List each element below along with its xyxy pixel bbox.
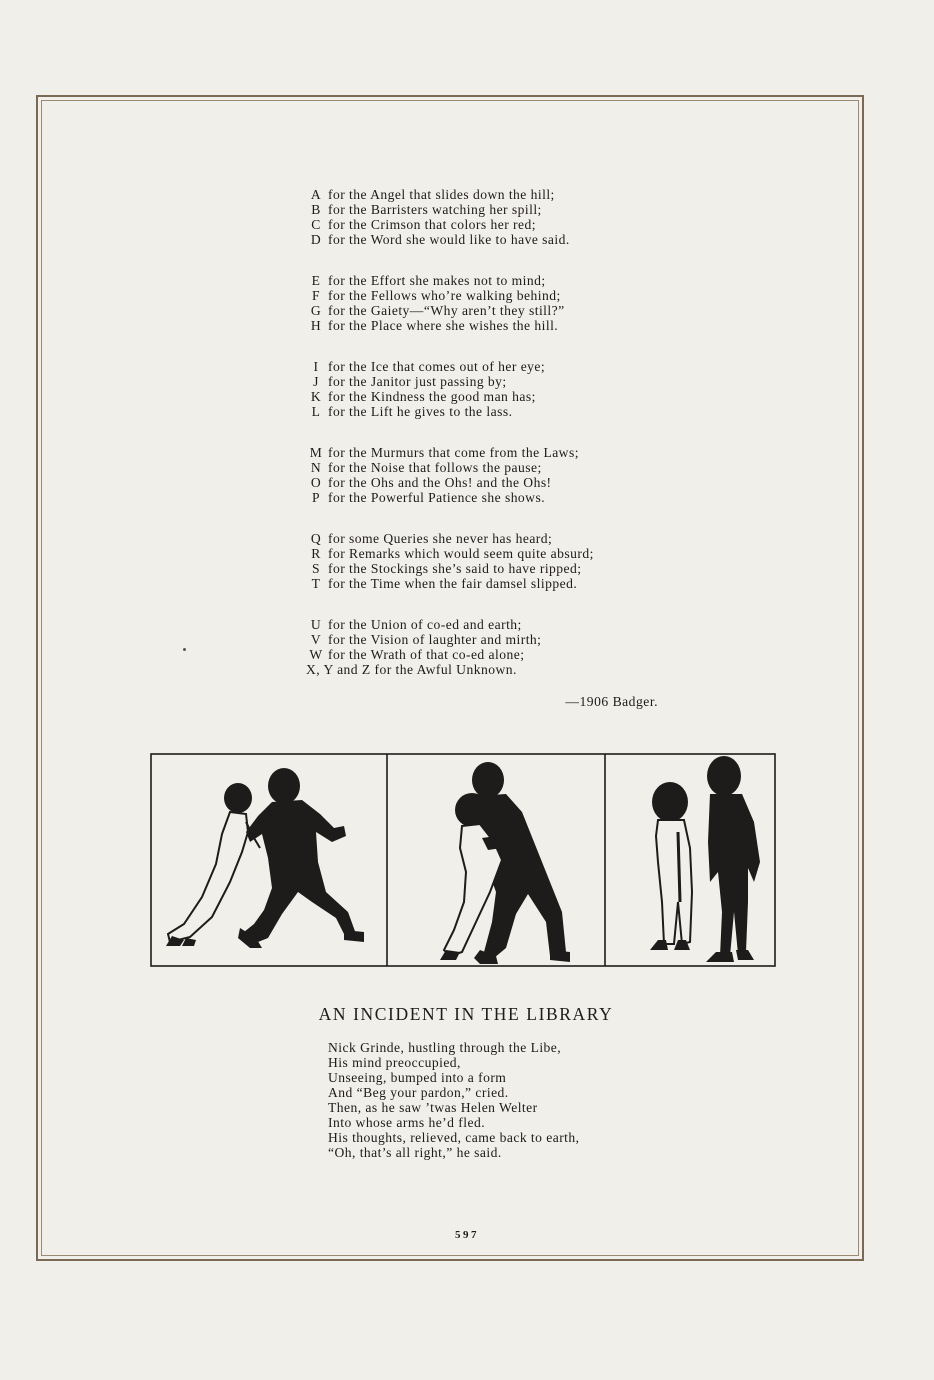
poem-line xyxy=(306,445,686,460)
poem-line-text: for the Janitor just passing by; xyxy=(328,374,507,389)
panel-embrace xyxy=(440,762,570,964)
poem-letter: H xyxy=(310,318,322,333)
poem-line xyxy=(306,647,686,662)
incident-poem-line: His mind preoccupied, xyxy=(328,1055,461,1070)
poem-letter: O xyxy=(310,475,322,490)
poem-line-text: for the Ohs and the Ohs! and the Ohs! xyxy=(328,475,552,490)
poem-line xyxy=(306,531,686,546)
poem-letter: M xyxy=(309,445,323,460)
poem-line xyxy=(306,374,686,389)
alphabet-stanza xyxy=(306,445,686,505)
incident-poem-line: And “Beg your pardon,” cried. xyxy=(328,1085,509,1100)
poem-letter: R xyxy=(311,546,321,561)
panel-collision xyxy=(166,768,364,948)
alphabet-stanza xyxy=(306,273,686,333)
poem-line-text: for the Union of co-ed and earth; xyxy=(328,617,522,632)
poem-letter: U xyxy=(310,617,322,632)
incident-poem-line: Into whose arms he’d fled. xyxy=(328,1115,486,1130)
poem-letter: V xyxy=(310,632,322,647)
poem-line xyxy=(306,460,686,475)
page-number: 597 xyxy=(455,1229,479,1241)
incident-poem-line: His thoughts, relieved, came back to earth, xyxy=(328,1130,580,1145)
alphabet-stanza xyxy=(306,531,686,591)
poem-letter: Q xyxy=(310,531,322,546)
poem-line xyxy=(306,490,686,505)
poem-line xyxy=(306,359,686,374)
poem-line-text: for the Crimson that colors her red; xyxy=(328,217,536,232)
poem-line-text: for the Fellows who’re walking behind; xyxy=(328,288,561,303)
poem-letter: E xyxy=(311,273,321,288)
poem-line xyxy=(306,318,686,333)
poem-line-text: X, Y and Z for the Awful Unknown. xyxy=(306,662,517,677)
poem-line xyxy=(306,475,686,490)
panel-apart xyxy=(650,756,760,962)
incident-poem xyxy=(328,1040,658,1160)
poem-line-text: for the Word she would like to have said. xyxy=(328,232,570,247)
silhouette-illustration xyxy=(150,752,776,968)
alphabet-stanza xyxy=(306,187,686,247)
poem-line-text: for the Effort she makes not to mind; xyxy=(328,273,546,288)
poem-line-text: for the Angel that slides down the hill; xyxy=(328,187,555,202)
poem-letter: D xyxy=(310,232,322,247)
poem-line xyxy=(306,217,686,232)
poem-line xyxy=(306,288,686,303)
poem-line xyxy=(306,389,686,404)
poem-line xyxy=(306,232,686,247)
poem-letter: J xyxy=(313,374,319,389)
poem-line xyxy=(306,404,686,419)
poem-letter: A xyxy=(310,187,322,202)
poem-line-text: for Remarks which would seem quite absurd; xyxy=(328,546,594,561)
poem-letter: B xyxy=(311,202,321,217)
poem-line-text: for the Powerful Patience she shows. xyxy=(328,490,546,505)
alphabet-poem xyxy=(306,187,686,703)
poem-line-text: for the Noise that follows the pause; xyxy=(328,460,542,475)
poem-line-text: for the Time when the fair damsel slipped. xyxy=(328,576,578,591)
poem-line-text: for the Lift he gives to the lass. xyxy=(328,404,513,419)
poem-line-text: for the Murmurs that come from the Laws; xyxy=(328,445,579,460)
poem-line-text: for the Kindness the good man has; xyxy=(328,389,536,404)
poem-line-text: for the Barristers watching her spill; xyxy=(328,202,542,217)
incident-poem-line: Unseeing, bumped into a form xyxy=(328,1070,507,1085)
poem-letter: I xyxy=(313,359,319,374)
incident-poem-line: Then, as he saw ’twas Helen Welter xyxy=(328,1100,538,1115)
poem-line-text: for the Wrath of that co-ed alone; xyxy=(328,647,525,662)
poem-letter: F xyxy=(311,288,320,303)
poem-line-text: for the Vision of laughter and mirth; xyxy=(328,632,542,647)
poem-letter: T xyxy=(311,576,321,591)
poem-line xyxy=(306,546,686,561)
poem-letter: C xyxy=(311,217,321,232)
silhouette-panels xyxy=(150,752,776,968)
poem-line-text: for the Gaiety—“Why aren’t they still?” xyxy=(328,303,565,318)
poem-attribution: —1906 Badger. xyxy=(565,694,658,709)
poem-line xyxy=(306,273,686,288)
ink-speck xyxy=(183,648,186,651)
poem-letter: L xyxy=(311,404,321,419)
poem-line-text: for the Place where she wishes the hill. xyxy=(328,318,559,333)
poem-line xyxy=(306,632,686,647)
poem-line xyxy=(306,187,686,202)
poem-line-text: for the Stockings she’s said to have ripped; xyxy=(328,561,582,576)
poem-line xyxy=(306,202,686,217)
incident-title: AN INCIDENT IN THE LIBRARY xyxy=(318,1004,614,1024)
poem-line-text: for the Ice that comes out of her eye; xyxy=(328,359,546,374)
poem-letter: W xyxy=(309,647,323,662)
poem-letter: K xyxy=(310,389,322,404)
poem-line xyxy=(306,662,686,677)
incident-poem-line: Nick Grinde, hustling through the Libe, xyxy=(328,1040,562,1055)
poem-line xyxy=(306,561,686,576)
incident-poem-line: “Oh, that’s all right,” he said. xyxy=(328,1145,502,1160)
poem-line-text: for some Queries she never has heard; xyxy=(328,531,553,546)
poem-letter: G xyxy=(310,303,322,318)
poem-line xyxy=(306,303,686,318)
poem-letter: S xyxy=(311,561,320,576)
poem-line xyxy=(306,617,686,632)
alphabet-stanza xyxy=(306,617,686,677)
alphabet-stanza xyxy=(306,359,686,419)
poem-line xyxy=(306,576,686,591)
poem-letter: P xyxy=(311,490,320,505)
poem-letter: N xyxy=(310,460,322,475)
